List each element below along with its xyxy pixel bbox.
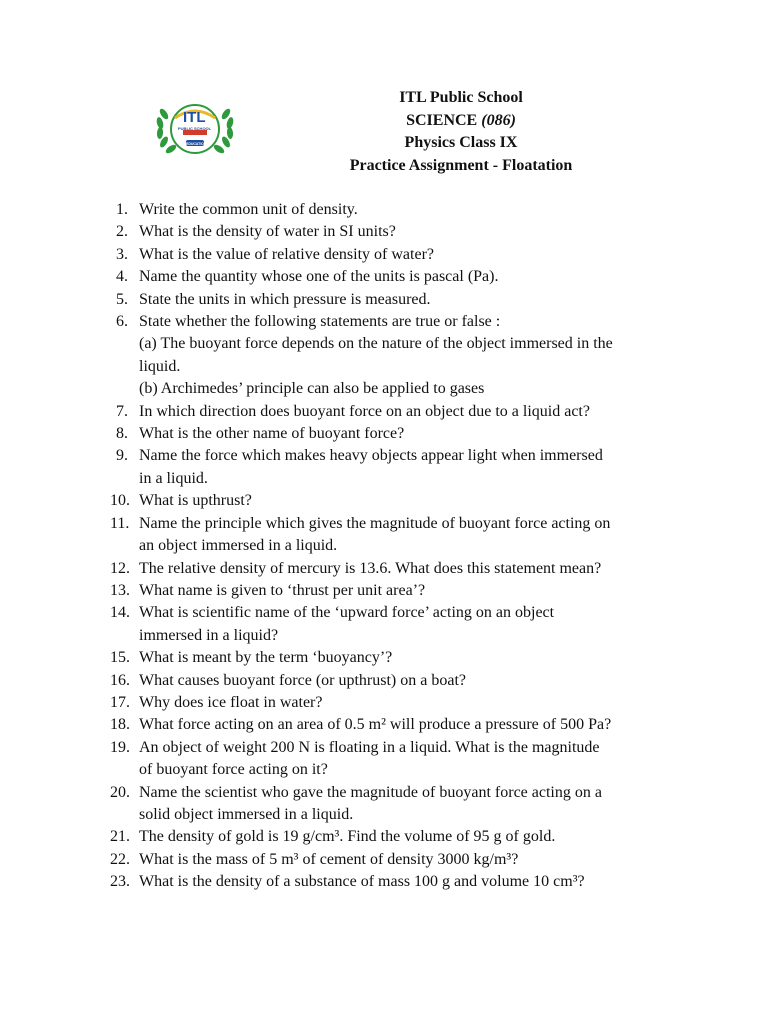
question-item [110,737,690,782]
question-item [110,580,690,602]
question-item [110,311,690,401]
question-text [139,221,690,243]
question-number: 14. [110,604,130,622]
class-line: Physics Class IX [404,134,518,151]
question-text [139,737,690,782]
question-line: immersed in a liquid? [139,626,279,644]
question-number: 4. [116,268,128,286]
question-text [139,423,690,445]
question-text [139,826,690,848]
question-text [139,490,690,512]
question-number: 6. [116,313,128,331]
question-text [139,692,690,714]
subject-name: SCIENCE [406,111,478,129]
question-line: State the units in which pressure is measured. [139,290,431,308]
question-line: What is scientific name of the ‘upward force’ acting on an object [139,604,555,622]
question-number: 18. [110,716,130,734]
question-item [110,221,690,243]
question-number: 21. [110,828,130,846]
question-number: 13. [110,581,130,599]
question-number: 17. [110,693,130,711]
question-line: Why does ice float in water? [139,693,323,711]
question-item [110,266,690,288]
question-item [110,692,690,714]
question-number: 11. [110,514,130,532]
question-number: 3. [116,245,128,263]
question-line: What is the density of a substance of mass 100 g and volume 10 cm³? [139,873,585,891]
question-number: 20. [110,783,130,801]
question-text [139,580,690,602]
question-text [139,445,690,490]
question-line: (a) The buoyant force depends on the nature of the object immersed in the [139,335,613,353]
question-item [110,445,690,490]
question-item [110,602,690,647]
question-text [139,602,690,647]
question-line: What causes buoyant force (or upthrust) on a boat? [139,671,466,689]
question-item [110,423,690,445]
question-item [110,714,690,736]
question-number: 7. [116,402,128,420]
question-line: What is the mass of 5 m³ of cement of density 3000 kg/m³? [139,850,519,868]
question-number: 8. [116,425,128,443]
question-text [139,513,690,558]
question-line: What is the other name of buoyant force? [139,425,405,443]
question-line: What name is given to ‘thrust per unit area’? [139,581,426,599]
question-line: What is upthrust? [139,492,252,510]
question-item [110,558,690,580]
question-number: 23. [110,873,130,891]
question-number: 15. [110,649,130,667]
question-line: The density of gold is 19 g/cm³. Find the volume of 95 g of gold. [139,828,556,846]
question-item [110,401,690,423]
question-line: What is the density of water in SI units? [139,223,396,241]
question-line: An object of weight 200 N is floating in a liquid. What is the magnitude [139,738,600,756]
question-item [110,782,690,827]
question-number: 2. [116,223,128,241]
question-number: 19. [110,738,130,756]
question-item [110,670,690,692]
question-line: solid object immersed in a liquid. [139,805,354,823]
logo-place: DWARKA [186,135,204,140]
question-number: 16. [110,671,130,689]
question-line: Name the quantity whose one of the units is pascal (Pa). [139,268,499,286]
question-line: State whether the following statements are true or false : [139,313,501,331]
assignment-title: Practice Assignment - Floatation [349,156,573,174]
question-line: Name the force which makes heavy objects appear light when immersed [139,447,603,465]
question-item [110,199,690,221]
question-number: 10. [110,492,130,510]
school-logo [150,96,240,162]
question-text [139,199,690,221]
question-text [139,871,690,893]
question-number: 22. [110,850,130,868]
logo-motto: EDUCATION [186,142,207,146]
document-header [300,87,622,177]
question-line: The relative density of mercury is 13.6. What does this statement mean? [139,559,602,577]
question-line: Name the principle which gives the magnitude of buoyant force acting on [139,514,611,532]
question-text [139,647,690,669]
question-number: 1. [116,201,128,218]
question-item [110,826,690,848]
question-text [139,244,690,266]
question-text [139,849,690,871]
question-text [139,311,690,401]
question-line: (b) Archimedes’ principle can also be applied to gases [139,380,485,398]
school-name: ITL Public School [399,89,523,106]
question-item [110,871,690,893]
question-text [139,670,690,692]
question-item [110,647,690,669]
question-line: of buoyant force acting on it? [139,761,328,779]
question-line: What is the value of relative density of water? [139,245,434,263]
question-text [139,266,690,288]
logo-subtext: PUBLIC SCHOOL [178,126,212,131]
question-line: Name the scientist who gave the magnitude of buoyant force acting on a [139,783,602,801]
question-line: What force acting on an area of 0.5 m² will produce a pressure of 500 Pa? [139,716,612,734]
question-text [139,782,690,827]
subject-line [300,110,622,133]
question-item [110,849,690,871]
question-item [110,490,690,512]
logo-text: ITL [183,109,206,126]
question-text [139,558,690,580]
question-number: 9. [116,447,128,465]
question-item [110,244,690,266]
question-line: What is meant by the term ‘buoyancy’? [139,649,393,667]
question-list [110,199,690,894]
question-text [139,714,690,736]
question-text [139,401,690,423]
question-line: Write the common unit of density. [139,201,358,218]
question-number: 12. [110,559,130,577]
question-item [110,513,690,558]
question-number: 5. [116,290,128,308]
subject-code: (086) [481,111,516,129]
question-line: In which direction does buoyant force on an object due to a liquid act? [139,402,590,420]
question-text [139,289,690,311]
question-line: in a liquid. [139,469,208,487]
question-item [110,289,690,311]
question-line: liquid. [139,357,181,375]
question-line: an object immersed in a liquid. [139,537,338,555]
